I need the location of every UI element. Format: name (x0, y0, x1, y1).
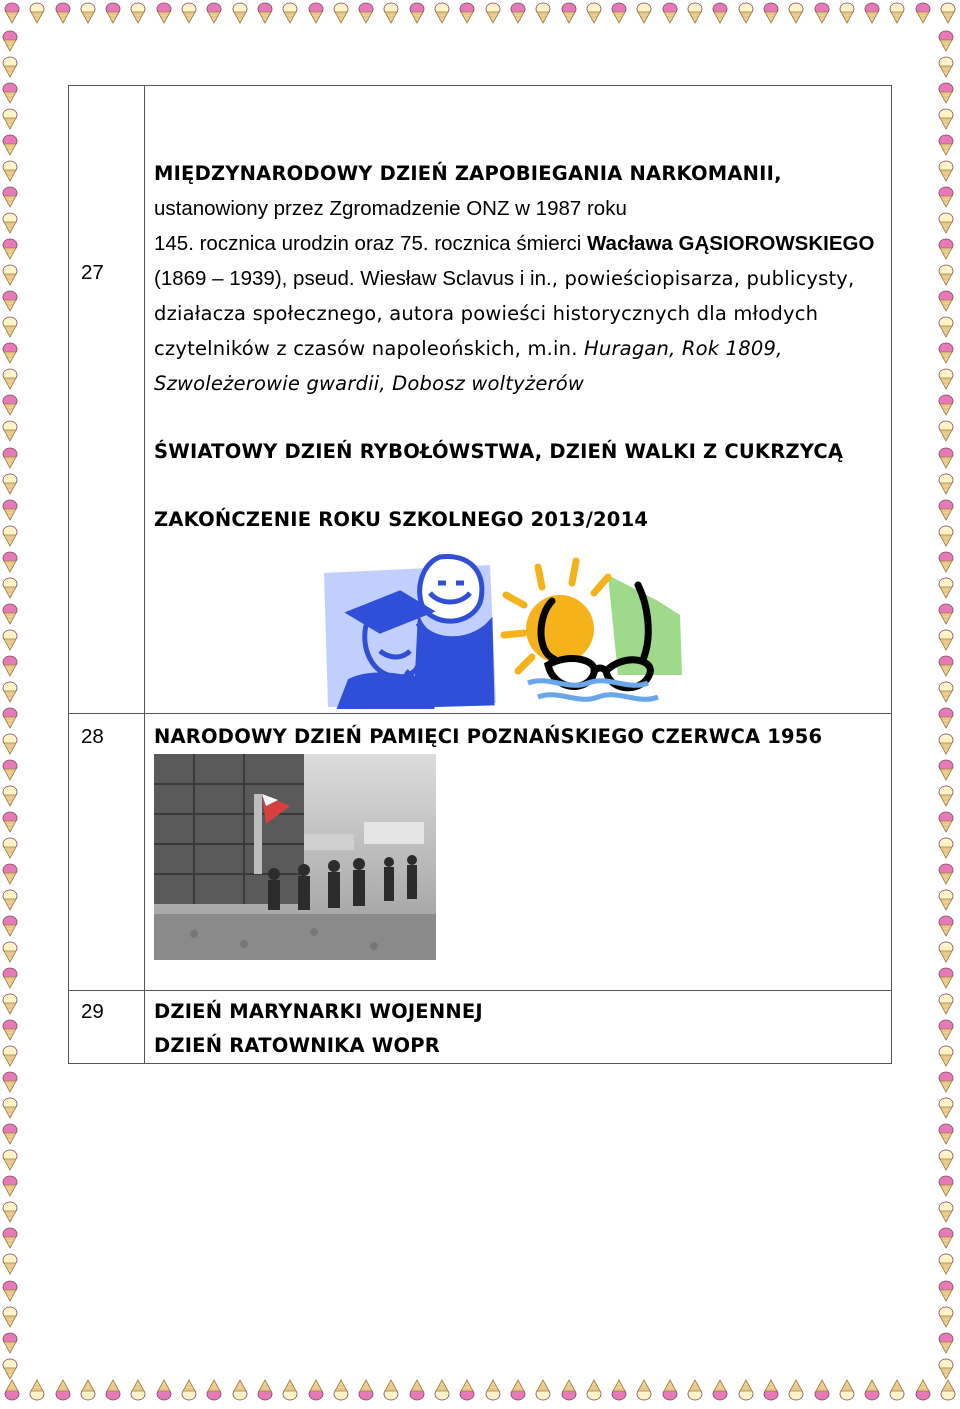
anniversary-entry: 145. rocznica urodzin oraz 75. rocznica śmierci Wacława GĄSIOROWSKIEGO (1869 – 1939), pseud. Wiesław Sclavus i in., powieściopisarza, publicysty, działacza społecznego, autora powieści historycznych dla młodych czytelników z czasów napoleońskich, m.in. Huragan, Rok 1809, Szwoleżerowie gwardii, Dobosz woltyżerów (154, 232, 875, 395)
ice-cream-cone-icon (938, 108, 954, 130)
ice-cream-cone-icon (2, 1332, 18, 1354)
ice-cream-cone-icon (2, 238, 18, 260)
ice-cream-cone-icon (814, 2, 830, 24)
ice-cream-cone-icon (938, 785, 954, 807)
ice-cream-cone-icon (839, 1379, 855, 1401)
event-entry: DZIEŃ MARYNARKI WOJENNEJ (154, 1000, 483, 1023)
ice-cream-cone-icon (763, 2, 779, 24)
ice-cream-cone-icon (2, 160, 18, 182)
ice-cream-cone-icon (206, 1379, 222, 1401)
ice-cream-cone-icon (938, 889, 954, 911)
ice-cream-cone-icon (105, 2, 121, 24)
decorative-border-bottom (0, 1379, 960, 1405)
ice-cream-cone-icon (687, 1379, 703, 1401)
ice-cream-cone-icon (2, 1306, 18, 1328)
ice-cream-cone-icon (561, 1379, 577, 1401)
ice-cream-cone-icon (156, 2, 172, 24)
ice-cream-cone-icon (2, 1227, 18, 1249)
ice-cream-cone-icon (938, 447, 954, 469)
table-row (69, 991, 892, 1064)
ice-cream-cone-icon (636, 1379, 652, 1401)
ice-cream-cone-icon (938, 577, 954, 599)
ice-cream-cone-icon (938, 290, 954, 312)
ice-cream-cone-icon (938, 1358, 954, 1380)
ice-cream-cone-icon (130, 2, 146, 24)
ice-cream-cone-icon (2, 1358, 18, 1380)
ice-cream-cone-icon (586, 2, 602, 24)
ice-cream-cone-icon (510, 1379, 526, 1401)
ice-cream-cone-icon (29, 2, 45, 24)
ice-cream-cone-icon (889, 2, 905, 24)
ice-cream-cone-icon (2, 707, 18, 729)
event-entry: ZAKOŃCZENIE ROKU SZKOLNEGO 2013/2014 (154, 508, 649, 531)
ice-cream-cone-icon (2, 655, 18, 677)
ice-cream-cone-icon (839, 2, 855, 24)
ice-cream-cone-icon (938, 837, 954, 859)
ice-cream-cone-icon (206, 2, 222, 24)
ice-cream-cone-icon (2, 342, 18, 364)
ice-cream-cone-icon (2, 603, 18, 625)
ice-cream-cone-icon (2, 394, 18, 416)
ice-cream-cone-icon (308, 2, 324, 24)
ice-cream-cone-icon (2, 993, 18, 1015)
ice-cream-cone-icon (938, 811, 954, 833)
ice-cream-cone-icon (938, 56, 954, 78)
poznan-june-1956-photo (154, 754, 436, 960)
ice-cream-cone-icon (938, 499, 954, 521)
ice-cream-cone-icon (938, 1019, 954, 1041)
ice-cream-cone-icon (55, 1379, 71, 1401)
ice-cream-cone-icon (55, 2, 71, 24)
ice-cream-cone-icon (2, 525, 18, 547)
ice-cream-cone-icon (938, 394, 954, 416)
ice-cream-cone-icon (2, 1201, 18, 1223)
day-events (145, 86, 892, 714)
day-number: 27 (69, 86, 145, 714)
ice-cream-cone-icon (938, 759, 954, 781)
ice-cream-cone-icon (232, 2, 248, 24)
ice-cream-cone-icon (2, 186, 18, 208)
table-row (69, 714, 892, 991)
ice-cream-cone-icon (156, 1379, 172, 1401)
ice-cream-cone-icon (763, 1379, 779, 1401)
ice-cream-cone-icon (938, 681, 954, 703)
ice-cream-cone-icon (662, 2, 678, 24)
ice-cream-cone-icon (938, 368, 954, 390)
ice-cream-cone-icon (29, 1379, 45, 1401)
ice-cream-cone-icon (282, 1379, 298, 1401)
ice-cream-cone-icon (383, 1379, 399, 1401)
ice-cream-cone-icon (687, 2, 703, 24)
ice-cream-cone-icon (2, 785, 18, 807)
ice-cream-cone-icon (915, 1379, 931, 1401)
ice-cream-cone-icon (510, 2, 526, 24)
ice-cream-cone-icon (2, 551, 18, 573)
ice-cream-cone-icon (2, 30, 18, 52)
ice-cream-cone-icon (636, 2, 652, 24)
ice-cream-cone-icon (2, 733, 18, 755)
ice-cream-cone-icon (485, 1379, 501, 1401)
ice-cream-cone-icon (130, 1379, 146, 1401)
ice-cream-cone-icon (2, 915, 18, 937)
ice-cream-cone-icon (938, 1280, 954, 1302)
ice-cream-cone-icon (181, 2, 197, 24)
ice-cream-cone-icon (938, 1123, 954, 1145)
ice-cream-cone-icon (2, 837, 18, 859)
ice-cream-cone-icon (2, 134, 18, 156)
ice-cream-cone-icon (938, 733, 954, 755)
ice-cream-cone-icon (282, 2, 298, 24)
ice-cream-cone-icon (938, 238, 954, 260)
ice-cream-cone-icon (938, 1332, 954, 1354)
ice-cream-cone-icon (938, 967, 954, 989)
ice-cream-cone-icon (938, 1097, 954, 1119)
ice-cream-cone-icon (535, 1379, 551, 1401)
ice-cream-cone-icon (2, 863, 18, 885)
ice-cream-cone-icon (738, 2, 754, 24)
ice-cream-cone-icon (2, 368, 18, 390)
ice-cream-cone-icon (2, 212, 18, 234)
ice-cream-cone-icon (938, 941, 954, 963)
ice-cream-cone-icon (358, 1379, 374, 1401)
decorative-border-left (2, 30, 22, 1380)
ice-cream-cone-icon (485, 2, 501, 24)
decorative-border-right (938, 30, 958, 1380)
ice-cream-cone-icon (232, 1379, 248, 1401)
ice-cream-cone-icon (938, 1071, 954, 1093)
ice-cream-cone-icon (712, 2, 728, 24)
ice-cream-cone-icon (586, 1379, 602, 1401)
ice-cream-cone-icon (459, 2, 475, 24)
ice-cream-cone-icon (938, 629, 954, 651)
ice-cream-cone-icon (2, 264, 18, 286)
ice-cream-cone-icon (938, 186, 954, 208)
ice-cream-cone-icon (938, 1045, 954, 1067)
ice-cream-cone-icon (2, 290, 18, 312)
ice-cream-cone-icon (662, 1379, 678, 1401)
ice-cream-cone-icon (938, 264, 954, 286)
ice-cream-cone-icon (915, 2, 931, 24)
ice-cream-cone-icon (4, 1379, 20, 1401)
ice-cream-cone-icon (938, 1149, 954, 1171)
ice-cream-cone-icon (938, 473, 954, 495)
ice-cream-cone-icon (938, 212, 954, 234)
ice-cream-cone-icon (938, 603, 954, 625)
ice-cream-cone-icon (409, 2, 425, 24)
day-events (145, 714, 892, 991)
ice-cream-cone-icon (938, 342, 954, 364)
ice-cream-cone-icon (864, 1379, 880, 1401)
ice-cream-cone-icon (535, 2, 551, 24)
ice-cream-cone-icon (2, 811, 18, 833)
decorative-border-top (0, 2, 960, 28)
ice-cream-cone-icon (2, 629, 18, 651)
ice-cream-cone-icon (940, 2, 956, 24)
day-number: 28 (69, 714, 145, 991)
ice-cream-cone-icon (333, 1379, 349, 1401)
ice-cream-cone-icon (938, 655, 954, 677)
ice-cream-cone-icon (864, 2, 880, 24)
ice-cream-cone-icon (2, 1175, 18, 1197)
ice-cream-cone-icon (2, 941, 18, 963)
ice-cream-cone-icon (80, 2, 96, 24)
ice-cream-cone-icon (2, 82, 18, 104)
ice-cream-cone-icon (938, 993, 954, 1015)
ice-cream-cone-icon (2, 316, 18, 338)
ice-cream-cone-icon (938, 1227, 954, 1249)
ice-cream-cone-icon (2, 577, 18, 599)
ice-cream-cone-icon (2, 473, 18, 495)
ice-cream-cone-icon (2, 681, 18, 703)
ice-cream-cone-icon (611, 1379, 627, 1401)
ice-cream-cone-icon (80, 1379, 96, 1401)
graduates-clipart-image (320, 553, 500, 709)
ice-cream-cone-icon (938, 1201, 954, 1223)
ice-cream-cone-icon (181, 1379, 197, 1401)
ice-cream-cone-icon (938, 316, 954, 338)
ice-cream-cone-icon (409, 1379, 425, 1401)
table-row (69, 86, 892, 714)
ice-cream-cone-icon (2, 56, 18, 78)
ice-cream-cone-icon (459, 1379, 475, 1401)
ice-cream-cone-icon (257, 2, 273, 24)
ice-cream-cone-icon (788, 1379, 804, 1401)
ice-cream-cone-icon (938, 134, 954, 156)
ice-cream-cone-icon (2, 889, 18, 911)
ice-cream-cone-icon (2, 420, 18, 442)
ice-cream-cone-icon (938, 863, 954, 885)
ice-cream-cone-icon (611, 2, 627, 24)
ice-cream-cone-icon (434, 1379, 450, 1401)
event-entry: DZIEŃ RATOWNIKA WOPR (154, 1034, 440, 1057)
ice-cream-cone-icon (938, 551, 954, 573)
ice-cream-cone-icon (2, 1019, 18, 1041)
sun-glasses-clipart-image (498, 555, 688, 711)
ice-cream-cone-icon (333, 2, 349, 24)
event-entry: ŚWIATOWY DZIEŃ RYBOŁÓWSTWA, DZIEŃ WALKI Z CUKRZYCĄ (154, 440, 844, 463)
ice-cream-cone-icon (738, 1379, 754, 1401)
ice-cream-cone-icon (2, 1149, 18, 1171)
event-entry: MIĘDZYNARODOWY DZIEŃ ZAPOBIEGANIA NARKOMANII, ustanowiony przez Zgromadzenie ONZ w 1987 roku (154, 162, 782, 220)
ice-cream-cone-icon (2, 108, 18, 130)
ice-cream-cone-icon (2, 1253, 18, 1275)
ice-cream-cone-icon (788, 2, 804, 24)
ice-cream-cone-icon (257, 1379, 273, 1401)
ice-cream-cone-icon (938, 30, 954, 52)
ice-cream-cone-icon (2, 1045, 18, 1067)
ice-cream-cone-icon (105, 1379, 121, 1401)
day-number: 29 (69, 991, 145, 1064)
ice-cream-cone-icon (712, 1379, 728, 1401)
ice-cream-cone-icon (889, 1379, 905, 1401)
ice-cream-cone-icon (940, 1379, 956, 1401)
event-entry: NARODOWY DZIEŃ PAMIĘCI POZNAŃSKIEGO CZERWCA 1956 (154, 725, 823, 748)
ice-cream-cone-icon (938, 915, 954, 937)
day-events (145, 991, 892, 1064)
ice-cream-cone-icon (2, 759, 18, 781)
calendar-table (68, 85, 892, 1064)
ice-cream-cone-icon (2, 1280, 18, 1302)
ice-cream-cone-icon (2, 499, 18, 521)
ice-cream-cone-icon (434, 2, 450, 24)
ice-cream-cone-icon (2, 447, 18, 469)
ice-cream-cone-icon (308, 1379, 324, 1401)
ice-cream-cone-icon (938, 1253, 954, 1275)
ice-cream-cone-icon (561, 2, 577, 24)
ice-cream-cone-icon (938, 420, 954, 442)
ice-cream-cone-icon (2, 967, 18, 989)
ice-cream-cone-icon (814, 1379, 830, 1401)
ice-cream-cone-icon (938, 82, 954, 104)
ice-cream-cone-icon (2, 1123, 18, 1145)
ice-cream-cone-icon (938, 525, 954, 547)
ice-cream-cone-icon (4, 2, 20, 24)
ice-cream-cone-icon (383, 2, 399, 24)
ice-cream-cone-icon (938, 160, 954, 182)
ice-cream-cone-icon (938, 1175, 954, 1197)
ice-cream-cone-icon (2, 1097, 18, 1119)
ice-cream-cone-icon (938, 1306, 954, 1328)
ice-cream-cone-icon (2, 1071, 18, 1093)
ice-cream-cone-icon (358, 2, 374, 24)
ice-cream-cone-icon (938, 707, 954, 729)
